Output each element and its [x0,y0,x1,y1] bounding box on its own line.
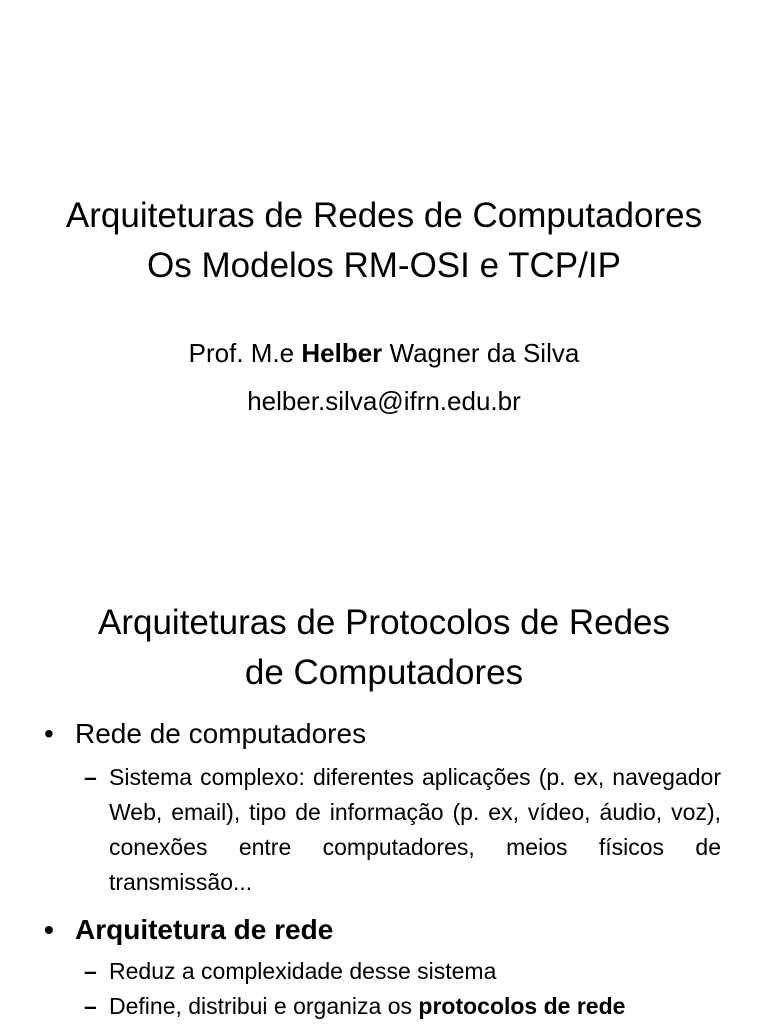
sub-bullet-item [0,760,768,900]
author-email: helber.silva@ifrn.edu.br [247,386,521,416]
author-surname: Wagner da Silva [382,338,580,368]
slide-title [0,191,768,291]
sub-bullet-text: Sistema complexo: diferentes aplicações (p. ex, navegador Web, email), tipo de informação (p. ex, vídeo, áudio, voz), conexões entre computadores, meios físicos de transmissão... [109,764,721,895]
sub-bullet-text-prefix: Define, distribui e organiza os [109,993,419,1019]
slide-title [0,598,768,698]
bullet-list [0,714,768,1024]
author-name [0,329,768,377]
bullet-text: Arquitetura de rede [75,914,334,945]
content-slide [0,576,768,1024]
sub-bullet-text: Reduz a complexidade desse sistema [109,958,497,984]
sub-bullet-text-bold: protocolos de rede [418,993,626,1019]
bullet-item [0,714,768,754]
author-first-name: Helber [301,338,383,368]
title-line-1: Arquiteturas de Protocolos de Redes [98,603,670,642]
sub-bullet-marker: – [84,993,97,1019]
sub-bullet-item [0,989,768,1024]
bullet-text: Rede de computadores [75,718,367,749]
author-prefix: Prof. M.e [188,338,302,368]
title-line-2: Os Modelos RM-OSI e TCP/IP [147,246,621,285]
bullet-marker: • [44,914,54,945]
title-line-1: Arquiteturas de Redes de Computadores [65,196,703,235]
slide-subtitle [0,329,768,425]
sub-bullet-marker: – [84,764,97,790]
sub-bullet-marker: – [84,958,97,984]
bullet-item [0,910,768,950]
sub-bullet-item [0,954,768,989]
bullet-marker: • [44,718,54,749]
title-line-2: de Computadores [244,653,524,692]
